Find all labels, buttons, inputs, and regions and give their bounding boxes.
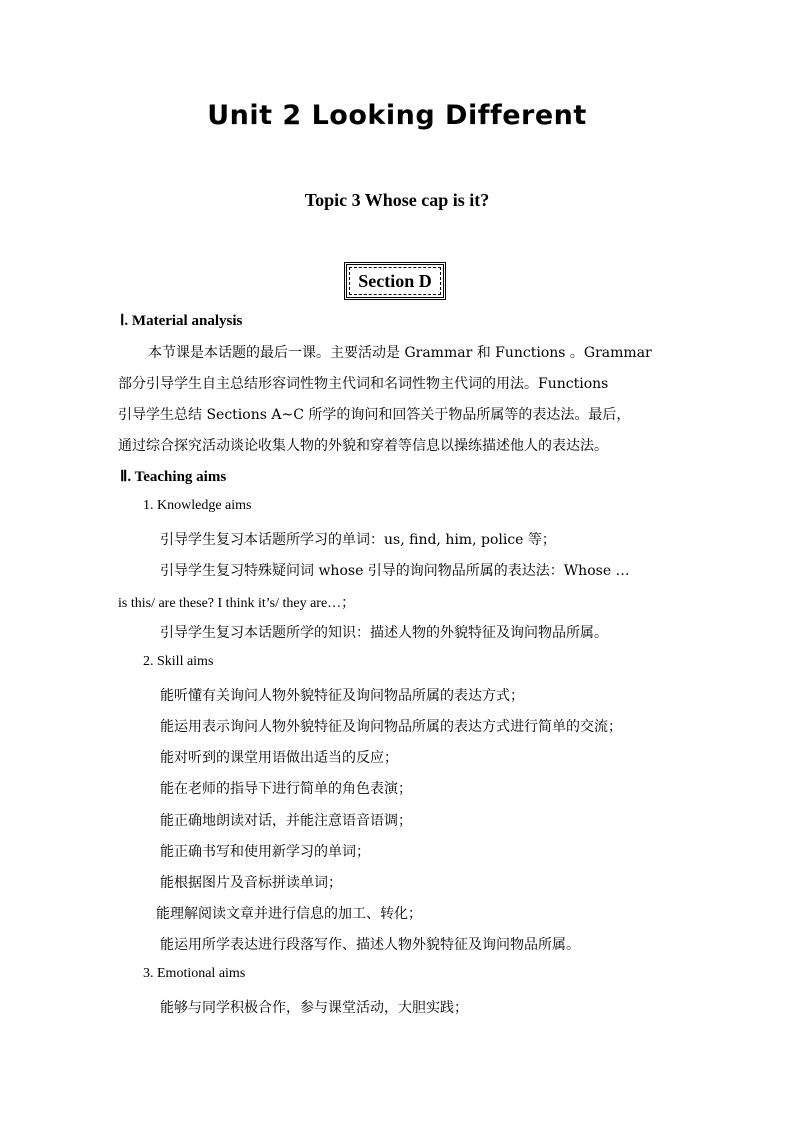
- topic-title: Topic 3 Whose cap is it?: [304, 190, 490, 210]
- material-heading: Ⅰ. Material analysis: [120, 313, 243, 329]
- skill-aim-item: 能理解阅读文章并进行信息的加工、转化；: [156, 906, 422, 922]
- skill-aim-item: 能运用所学表达进行段落写作、描述人物外貌特征及询问物品所属。: [160, 937, 580, 953]
- skill-aim-item: 能根据图片及音标拼读单词；: [160, 875, 342, 891]
- material-line: 通过综合探究活动谈论收集人物的外貌和穿着等信息以操练描述他人的表达法。: [118, 438, 608, 454]
- skill-aims-label: 2. Skill aims: [143, 654, 214, 669]
- unit-title: Unit 2 Looking Different: [207, 100, 587, 131]
- material-line: 部分引导学生自主总结形容词性物主代词和名词性物主代词的用法。Functions: [118, 376, 609, 392]
- knowledge-aim-item: 引导学生复习本话题所学习的单词：us, find, him, police 等；: [160, 532, 556, 548]
- skill-aim-item: 能听懂有关询问人物外貌特征及询问物品所属的表达方式；: [160, 688, 524, 704]
- knowledge-aim-item: 引导学生复习本话题所学的知识：描述人物的外貌特征及询问物品所属。: [160, 625, 608, 641]
- knowledge-aim-item: is this/ are these? I think it’s/ they are…；: [118, 596, 356, 611]
- aims-heading: Ⅱ. Teaching aims: [120, 469, 227, 485]
- emotional-aim-item: 能够与同学积极合作，参与课堂活动，大胆实践；: [160, 1000, 468, 1016]
- knowledge-aim-item: 引导学生复习特殊疑问词 whose 引导的询问物品所属的表达法：Whose …: [160, 563, 630, 579]
- skill-aim-item: 能正确书写和使用新学习的单词；: [160, 844, 370, 860]
- skill-aim-item: 能对听到的课堂用语做出适当的反应；: [160, 750, 398, 766]
- material-line: 本节课是本话题的最后一课。主要活动是 Grammar 和 Functions 。Grammar: [148, 345, 652, 361]
- knowledge-aims-label: 1. Knowledge aims: [143, 498, 252, 513]
- section-badge: [344, 262, 446, 300]
- skill-aim-item: 能正确地朗读对话，并能注意语音语调；: [160, 813, 412, 829]
- skill-aim-item: 能运用表示询问人物外貌特征及询问物品所属的表达方式进行简单的交流；: [160, 719, 622, 735]
- skill-aim-item: 能在老师的指导下进行简单的角色表演；: [160, 781, 412, 797]
- emotional-aims-label: 3. Emotional aims: [143, 966, 246, 981]
- section-title: Section D: [358, 270, 432, 291]
- material-line: 引导学生总结 Sections A~C 所学的询问和回答关于物品所属等的表达法。最后，: [118, 407, 631, 423]
